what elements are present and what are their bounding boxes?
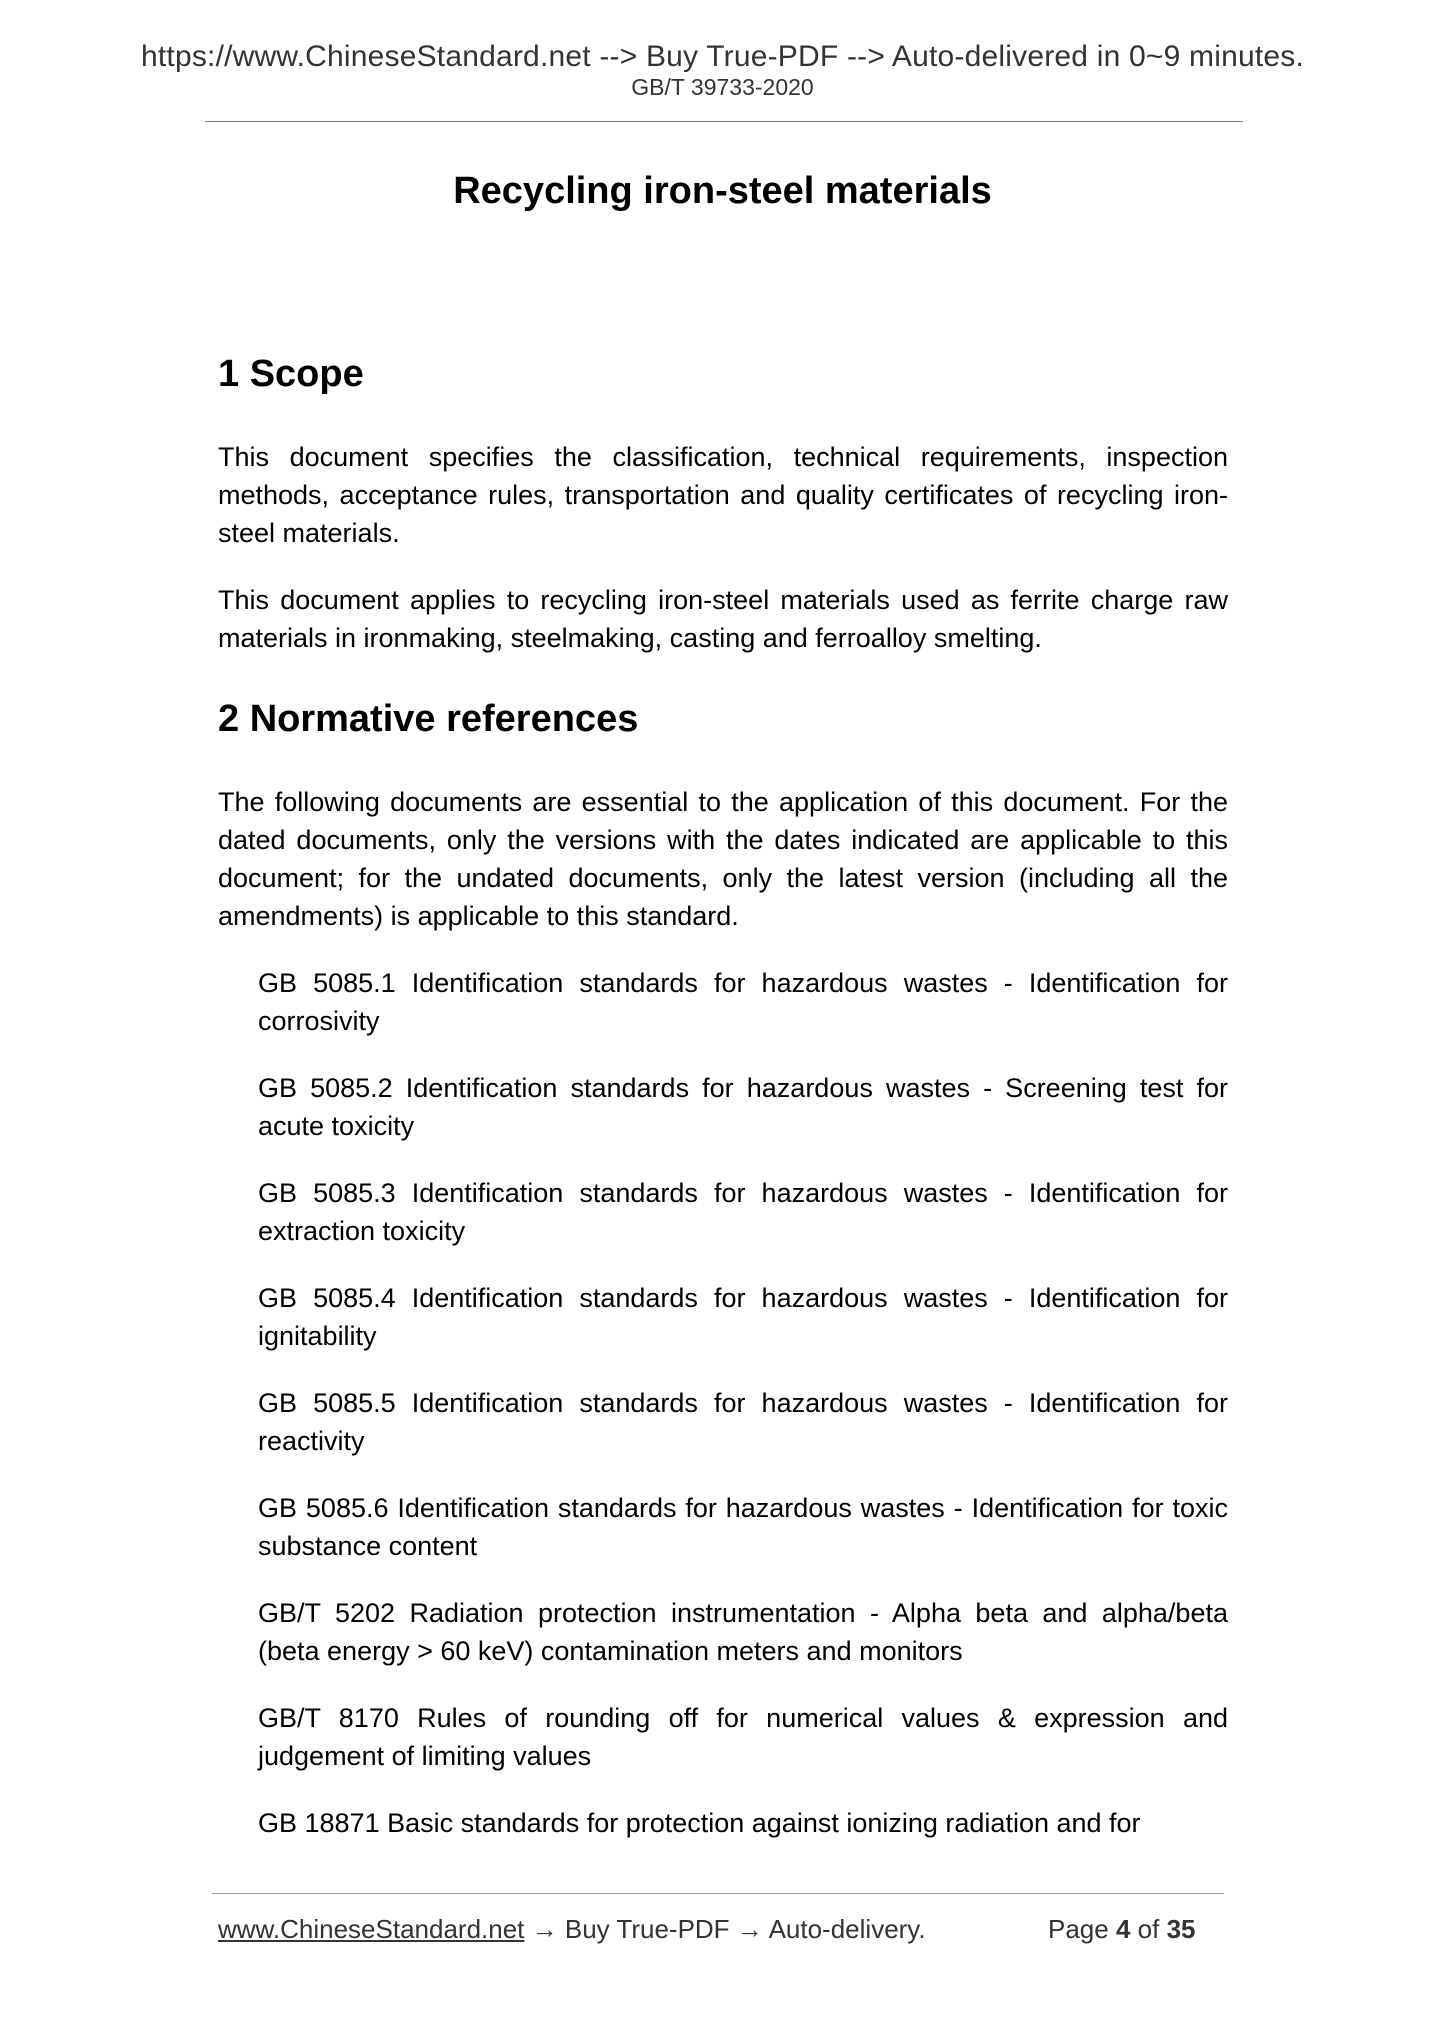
references-intro-paragraph: The following documents are essential to the application of this document. For the dated documents, only the versions with the dates indicated are applicable to this document; for the undated documents, only the latest version (including all the amendments) is applicable to this standard. xyxy=(218,787,1228,931)
footer-tagline: → Buy True-PDF → Auto-delivery. xyxy=(524,1914,926,1944)
header-divider xyxy=(205,121,1243,122)
scope-paragraph: This document specifies the classification, technical requirements, inspection methods, acceptance rules, transportation and quality certificates of recycling iron-steel materials. xyxy=(218,442,1228,548)
footer-site-link[interactable]: www.ChineseStandard.net xyxy=(218,1914,525,1944)
reference-item: GB 5085.3 Identification standards for hazardous wastes - Identification for extraction toxicity xyxy=(258,1178,1228,1246)
page-total: 35 xyxy=(1166,1914,1196,1944)
page-label: Page xyxy=(1048,1914,1109,1944)
site-banner: https://www.ChineseStandard.net --> Buy True-PDF --> Auto-delivered in 0~9 minutes. xyxy=(141,40,1304,73)
page-indicator xyxy=(1048,1914,1196,1945)
section-heading-scope: 1 Scope xyxy=(218,353,364,395)
scope-paragraph: This document applies to recycling iron-steel materials used as ferrite charge raw materials in ironmaking, steelmaking, casting and ferroalloy smelting. xyxy=(218,585,1228,653)
document-title: Recycling iron-steel materials xyxy=(453,170,992,212)
page-current: 4 xyxy=(1115,1914,1131,1944)
page-of-label: of xyxy=(1137,1914,1160,1944)
document-body xyxy=(218,350,1228,1871)
footer-divider xyxy=(212,1893,1224,1894)
reference-item: GB 5085.6 Identification standards for hazardous wastes - Identification for toxic substance content xyxy=(258,1493,1228,1561)
section-heading-normative-references: 2 Normative references xyxy=(218,698,639,740)
standard-code: GB/T 39733-2020 xyxy=(631,74,814,100)
reference-item: GB/T 5202 Radiation protection instrumentation - Alpha beta and alpha/beta (beta energy > 60 keV) contamination meters and monitors xyxy=(258,1598,1228,1666)
reference-item: GB 5085.4 Identification standards for hazardous wastes - Identification for ignitability xyxy=(258,1283,1228,1351)
reference-item: GB 18871 Basic standards for protection against ionizing radiation and for xyxy=(258,1808,1141,1838)
reference-item: GB 5085.2 Identification standards for hazardous wastes - Screening test for acute toxicity xyxy=(258,1073,1228,1141)
footer-left xyxy=(218,1914,926,1945)
reference-item: GB 5085.1 Identification standards for hazardous wastes - Identification for corrosivity xyxy=(258,968,1228,1036)
reference-item: GB 5085.5 Identification standards for hazardous wastes - Identification for reactivity xyxy=(258,1388,1228,1456)
reference-item: GB/T 8170 Rules of rounding off for numerical values & expression and judgement of limiting values xyxy=(258,1703,1228,1771)
